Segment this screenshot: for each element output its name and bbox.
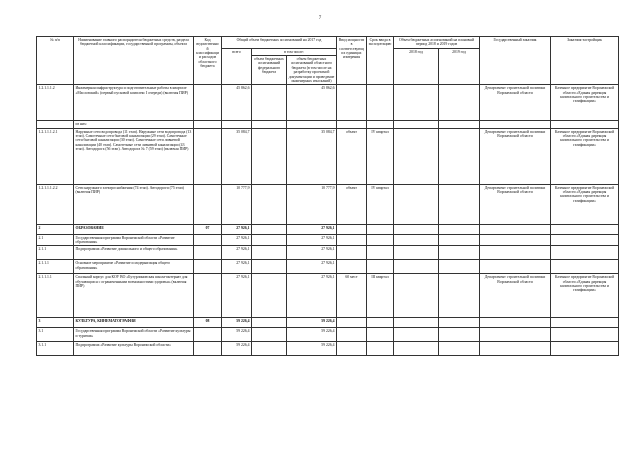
cell-total <box>222 121 252 128</box>
cell-y2018 <box>394 128 439 184</box>
cell-capacity: объект <box>337 184 367 224</box>
cell-term <box>367 85 394 121</box>
col-header-developer: Заказчик-застройщик <box>551 37 619 85</box>
cell-regional: 27 926,1 <box>287 224 337 234</box>
col-header-no: № п/п <box>37 37 74 85</box>
cell-total: 59 226,4 <box>222 318 252 328</box>
table-row <box>37 234 619 246</box>
cell-no: 2.1.1 <box>37 246 74 260</box>
cell-regional: 59 226,4 <box>287 342 337 356</box>
cell-capacity <box>337 342 367 356</box>
cell-term <box>367 328 394 342</box>
cell-no: 2.1.1.1 <box>37 260 74 274</box>
cell-no: 1.2.1.1.1.2.2 <box>37 184 74 224</box>
cell-y2019 <box>439 224 480 234</box>
col-header-code: Код ведомственной классификации расходов областного бюджета <box>194 37 222 85</box>
cell-developer: Казенное предприятие Воронежской области «Единая дирекция капитального строительства и газификации» <box>551 128 619 184</box>
cell-federal <box>252 328 287 342</box>
cell-name: Наружные сети водопровода (11 этап). Наружные сети водопровода (13 этап). Самотечные сети бытовой канализации (29 этап). Самотечные сети бытовой канализации (30 этап). Самотечные сети ливневой канализации (40 этап). Самотечные сети ливневой канализации (43 этап). Автодорога (56 этап). Автодорога № 7 (59 этап) (включая ПИР) <box>74 128 194 184</box>
cell-term <box>367 121 394 128</box>
table-row <box>37 328 619 342</box>
cell-code <box>194 260 222 274</box>
cell-federal <box>252 246 287 260</box>
cell-code <box>194 342 222 356</box>
cell-term <box>367 234 394 246</box>
cell-customer <box>480 121 551 128</box>
table-row <box>37 128 619 184</box>
cell-name: Спальный корпус для КОУ ВО «Бутурлиновская школа-интернат для обучающихся с ограниченными возможностями здоровья» (включая ПИР) <box>74 274 194 318</box>
cell-capacity <box>337 246 367 260</box>
cell-no: 2.1.1.1.1 <box>37 274 74 318</box>
cell-code <box>194 121 222 128</box>
cell-term <box>367 260 394 274</box>
table-row <box>37 260 619 274</box>
col-header-name: Наименование главного распорядителя бюджетных средств, раздела бюджетной классификации, государственной программы, объекта <box>74 37 194 85</box>
table-row <box>37 246 619 260</box>
cell-code <box>194 85 222 121</box>
cell-developer: Казенное предприятие Воронежской области «Единая дирекция капитального строительства и газификации» <box>551 184 619 224</box>
col-header-term: Срок ввода в эксплуатацию <box>367 37 394 85</box>
cell-federal <box>252 184 287 224</box>
cell-developer: Казенное предприятие Воронежской области «Единая дирекция капитального строительства и газификации» <box>551 85 619 121</box>
col-header-federal: объем бюджетных ассигнований федерального бюджета <box>252 56 287 85</box>
cell-no: 3 <box>37 318 74 328</box>
cell-customer: Департамент строительной политики Воронежской области <box>480 274 551 318</box>
cell-no: 1.2.1.1.1.2.1 <box>37 128 74 184</box>
investment-table <box>36 36 619 356</box>
cell-total: 10 777,9 <box>222 184 252 224</box>
cell-total: 59 226,4 <box>222 328 252 342</box>
cell-regional: 45 862,6 <box>287 85 337 121</box>
table-row <box>37 274 619 318</box>
table-row <box>37 184 619 224</box>
cell-y2019 <box>439 85 480 121</box>
cell-name: ОБРАЗОВАНИЕ <box>74 224 194 234</box>
cell-developer <box>551 246 619 260</box>
cell-code <box>194 246 222 260</box>
cell-regional: 27 926,1 <box>287 234 337 246</box>
cell-developer: Казенное предприятие Воронежской области «Единая дирекция капитального строительства и газификации» <box>551 274 619 318</box>
cell-federal <box>252 128 287 184</box>
cell-y2019 <box>439 318 480 328</box>
page-number: 7 <box>318 16 322 21</box>
table-row <box>37 342 619 356</box>
cell-total: 27 926,1 <box>222 224 252 234</box>
cell-federal <box>252 224 287 234</box>
cell-developer <box>551 234 619 246</box>
cell-no: 2 <box>37 224 74 234</box>
cell-federal <box>252 234 287 246</box>
cell-name: Подпрограмма «Развитие культуры Воронежской области» <box>74 342 194 356</box>
cell-y2018 <box>394 260 439 274</box>
cell-no: 3.1 <box>37 328 74 342</box>
cell-regional: 10 777,9 <box>287 184 337 224</box>
cell-y2019 <box>439 342 480 356</box>
cell-federal <box>252 121 287 128</box>
table-body <box>37 37 619 356</box>
cell-federal <box>252 260 287 274</box>
cell-capacity: 60 мест <box>337 274 367 318</box>
cell-developer <box>551 342 619 356</box>
cell-regional: 27 926,1 <box>287 274 337 318</box>
cell-total: 27 926,1 <box>222 234 252 246</box>
cell-term: III квартал <box>367 274 394 318</box>
cell-y2018 <box>394 85 439 121</box>
header-row-1 <box>37 37 619 49</box>
cell-y2019 <box>439 246 480 260</box>
cell-no: 3.1.1 <box>37 342 74 356</box>
cell-total: 59 226,4 <box>222 342 252 356</box>
cell-code <box>194 234 222 246</box>
cell-customer <box>480 318 551 328</box>
cell-y2018 <box>394 328 439 342</box>
cell-developer <box>551 260 619 274</box>
cell-total: 27 926,1 <box>222 274 252 318</box>
col-header-capacity: Ввод мощности в соответствующих единицах измерения <box>337 37 367 85</box>
cell-term: IV квартал <box>367 128 394 184</box>
cell-capacity <box>337 85 367 121</box>
cell-federal <box>252 85 287 121</box>
cell-name: из них: <box>74 121 194 128</box>
cell-regional: 27 926,1 <box>287 246 337 260</box>
cell-customer: Департамент строительной политики Воронежской области <box>480 184 551 224</box>
cell-y2018 <box>394 234 439 246</box>
cell-y2019 <box>439 121 480 128</box>
cell-regional: 59 226,4 <box>287 318 337 328</box>
cell-code <box>194 128 222 184</box>
cell-y2018 <box>394 342 439 356</box>
cell-no: 2.1 <box>37 234 74 246</box>
col-header-planned: Объем бюджетных ассигнований на плановый период 2018 и 2019 годов <box>394 37 480 49</box>
cell-name: Государственная программа Воронежской области «Развитие образования» <box>74 234 194 246</box>
cell-federal <box>252 342 287 356</box>
cell-federal <box>252 318 287 328</box>
cell-regional <box>287 121 337 128</box>
cell-developer <box>551 121 619 128</box>
cell-y2019 <box>439 328 480 342</box>
cell-capacity <box>337 318 367 328</box>
table-row <box>37 318 619 328</box>
cell-capacity <box>337 260 367 274</box>
cell-customer: Департамент строительной политики Воронежской области <box>480 85 551 121</box>
cell-capacity: объект <box>337 128 367 184</box>
cell-y2019 <box>439 234 480 246</box>
cell-y2018 <box>394 318 439 328</box>
col-header-customer: Государственный заказчик <box>480 37 551 85</box>
col-header-total-volume: Общий объем бюджетных ассигнований на 2017 год <box>222 37 337 49</box>
col-header-incl: в том числе: <box>252 48 337 55</box>
cell-regional: 27 926,1 <box>287 260 337 274</box>
cell-customer <box>480 260 551 274</box>
cell-capacity <box>337 121 367 128</box>
cell-code: 08 <box>194 318 222 328</box>
cell-y2019 <box>439 128 480 184</box>
cell-regional: 59 226,4 <box>287 328 337 342</box>
cell-capacity <box>337 234 367 246</box>
cell-code: 07 <box>194 224 222 234</box>
cell-customer <box>480 234 551 246</box>
cell-customer: Департамент строительной политики Воронежской области <box>480 128 551 184</box>
cell-code <box>194 274 222 318</box>
cell-y2018 <box>394 274 439 318</box>
cell-total: 45 862,6 <box>222 85 252 121</box>
cell-developer <box>551 224 619 234</box>
cell-customer <box>480 224 551 234</box>
cell-name: КУЛЬТУРА, КИНЕМАТОГРАФИЯ <box>74 318 194 328</box>
cell-name: Государственная программа Воронежской области «Развитие культуры и туризма» <box>74 328 194 342</box>
cell-total: 27 926,1 <box>222 260 252 274</box>
cell-term <box>367 224 394 234</box>
cell-federal <box>252 274 287 318</box>
table-row <box>37 121 619 128</box>
cell-code <box>194 328 222 342</box>
cell-term: IV квартал <box>367 184 394 224</box>
cell-code <box>194 184 222 224</box>
cell-y2019 <box>439 260 480 274</box>
cell-capacity <box>337 224 367 234</box>
cell-no: 1.2.1.1.1.2 <box>37 85 74 121</box>
cell-y2019 <box>439 184 480 224</box>
table-row <box>37 224 619 234</box>
cell-y2019 <box>439 274 480 318</box>
cell-y2018 <box>394 224 439 234</box>
cell-regional: 35 084,7 <box>287 128 337 184</box>
cell-y2018 <box>394 246 439 260</box>
col-header-total: всего <box>222 48 252 85</box>
table-row <box>37 85 619 121</box>
cell-name: Подпрограмма «Развитие дошкольного и общего образования» <box>74 246 194 260</box>
cell-developer <box>551 318 619 328</box>
col-header-2019: 2019 год <box>439 48 480 85</box>
cell-developer <box>551 328 619 342</box>
cell-customer <box>480 246 551 260</box>
cell-capacity <box>337 328 367 342</box>
cell-no <box>37 121 74 128</box>
cell-customer <box>480 342 551 356</box>
cell-total: 35 084,7 <box>222 128 252 184</box>
col-header-regional: объем бюджетных ассигнований областного бюджета (в том числе на разработку проектной документации и проведение инженерных изысканий) <box>287 56 337 85</box>
cell-y2018 <box>394 121 439 128</box>
cell-term <box>367 318 394 328</box>
cell-y2018 <box>394 184 439 224</box>
cell-name: Сети наружного электроснабжения (74 этап). Автодороги (75 этап) (включая ПИР) <box>74 184 194 224</box>
cell-name: Основное мероприятие «Развитие и модернизация общего образования» <box>74 260 194 274</box>
cell-customer <box>480 328 551 342</box>
cell-total: 27 926,1 <box>222 246 252 260</box>
cell-name: Инженерная инфраструктура и подготовительные работы в квартале «Масловский» (первый пусковой комплекс I очереди) (включая ПИР) <box>74 85 194 121</box>
cell-term <box>367 246 394 260</box>
col-header-2018: 2018 год <box>394 48 439 85</box>
cell-term <box>367 342 394 356</box>
